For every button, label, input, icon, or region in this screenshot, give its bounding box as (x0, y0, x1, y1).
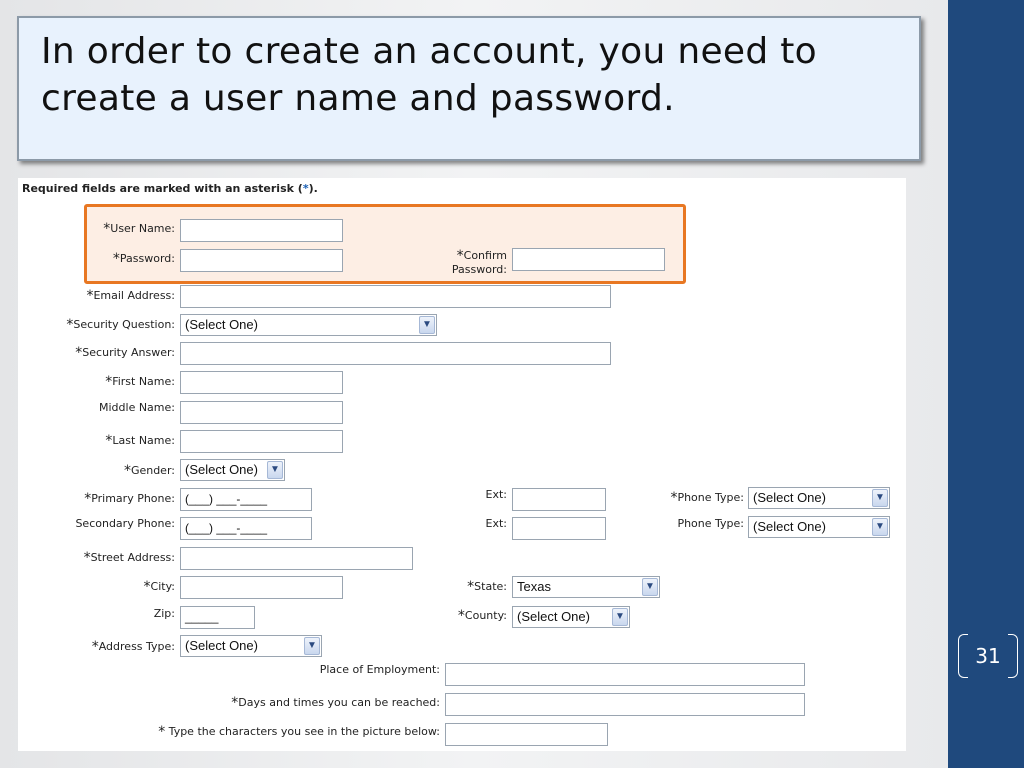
primary-ext-input[interactable] (512, 488, 606, 511)
asterisk: * (302, 182, 309, 195)
city-input[interactable] (180, 576, 343, 599)
captcha-input[interactable] (445, 723, 608, 746)
secondary-ext-label: Ext: (485, 517, 507, 530)
address-type-select[interactable]: (Select One) ▼ (180, 635, 322, 657)
gender-select[interactable]: (Select One) ▼ (180, 459, 285, 481)
chevron-down-icon: ▼ (642, 578, 658, 596)
address-type-label: *Address Type: (91, 639, 175, 655)
last-name-label: *Last Name: (105, 433, 175, 449)
password-input[interactable] (180, 249, 343, 272)
secondary-ext-input[interactable] (512, 517, 606, 540)
primary-phone-type-label: *Phone Type: (670, 490, 744, 506)
password-label: *Password: (112, 251, 175, 267)
days-times-label: *Days and times you can be reached: (231, 695, 440, 711)
user-name-input[interactable] (180, 219, 343, 242)
gender-label: *Gender: (123, 463, 175, 479)
zip-input[interactable]: _____ (180, 606, 255, 629)
middle-name-input[interactable] (180, 401, 343, 424)
county-label: *County: (457, 608, 507, 624)
security-answer-input[interactable] (180, 342, 611, 365)
account-form-screenshot (18, 178, 906, 751)
security-question-select[interactable]: (Select One) ▼ (180, 314, 437, 336)
left-bracket (958, 634, 968, 678)
security-question-label: *Security Question: (66, 317, 175, 333)
right-bracket (1008, 634, 1018, 678)
secondary-phone-input[interactable]: (___) ___-____ (180, 517, 312, 540)
secondary-phone-type-select[interactable]: (Select One) ▼ (748, 516, 890, 538)
chevron-down-icon: ▼ (872, 489, 888, 507)
secondary-phone-type-label: Phone Type: (677, 517, 744, 530)
primary-ext-label: Ext: (485, 488, 507, 501)
slide-title: In order to create an account, you need to create a user name and password. (41, 31, 817, 119)
middle-name-label: Middle Name: (99, 401, 175, 414)
primary-phone-input[interactable]: (___) ___-____ (180, 488, 312, 511)
chevron-down-icon: ▼ (267, 461, 283, 479)
chevron-down-icon: ▼ (872, 518, 888, 536)
captcha-label: * Type the characters you see in the picture below: (158, 724, 440, 740)
place-of-employment-input[interactable] (445, 663, 805, 686)
first-name-input[interactable] (180, 371, 343, 394)
county-select[interactable]: (Select One) ▼ (512, 606, 630, 628)
page-number (958, 632, 1018, 680)
title-box (17, 16, 921, 161)
chevron-down-icon: ▼ (612, 608, 628, 626)
required-note: Required fields are marked with an asterisk (*). (22, 182, 318, 195)
primary-phone-label: *Primary Phone: (84, 491, 175, 507)
last-name-input[interactable] (180, 430, 343, 453)
chevron-down-icon: ▼ (304, 637, 320, 655)
secondary-phone-label: Secondary Phone: (75, 517, 175, 530)
days-times-input[interactable] (445, 693, 805, 716)
credentials-highlight (84, 204, 686, 284)
city-label: *City: (143, 579, 175, 595)
confirm-password-label: *Confirm Password: (451, 248, 507, 276)
email-input[interactable] (180, 285, 611, 308)
security-answer-label: *Security Answer: (75, 345, 175, 361)
email-label: *Email Address: (86, 288, 175, 304)
street-address-input[interactable] (180, 547, 413, 570)
place-of-employment-label: Place of Employment: (319, 663, 440, 676)
confirm-password-input[interactable] (512, 248, 665, 271)
state-label: *State: (467, 579, 507, 595)
street-address-label: *Street Address: (83, 550, 175, 566)
user-name-label: *User Name: (103, 221, 175, 237)
primary-phone-type-select[interactable]: (Select One) ▼ (748, 487, 890, 509)
state-select[interactable]: Texas ▼ (512, 576, 660, 598)
chevron-down-icon: ▼ (419, 316, 435, 334)
first-name-label: *First Name: (105, 374, 175, 390)
page-number-text: 31 (975, 644, 1001, 668)
zip-label: Zip: (153, 607, 175, 620)
